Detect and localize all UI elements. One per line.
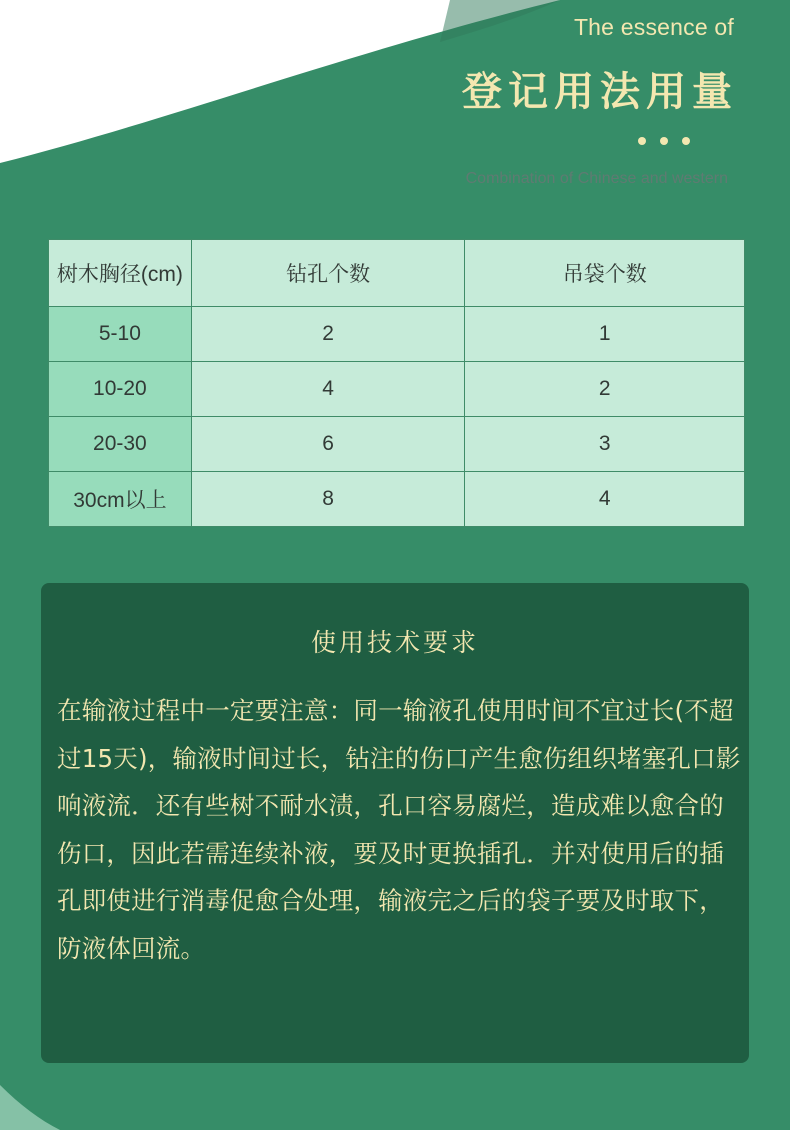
table-row bbox=[49, 417, 745, 472]
diameter-cell: 30cm以上 bbox=[49, 472, 192, 527]
table-header-row bbox=[49, 240, 745, 307]
bag-count-cell: 2 bbox=[465, 362, 745, 417]
card-title: 使用技术要求 bbox=[310, 628, 479, 657]
dot bbox=[660, 137, 668, 145]
bag-count-cell: 1 bbox=[465, 307, 745, 362]
dot bbox=[638, 137, 646, 145]
bag-count-cell: 4 bbox=[465, 472, 745, 527]
header-eyebrow: The essence of bbox=[573, 14, 734, 40]
diameter-cell: 20-30 bbox=[49, 417, 192, 472]
table-row bbox=[49, 472, 745, 527]
dot bbox=[682, 137, 690, 145]
table-row bbox=[49, 307, 745, 362]
decorative-dots bbox=[638, 137, 690, 145]
table-row bbox=[49, 362, 745, 417]
column-header-diameter: 树木胸径(cm) bbox=[49, 240, 192, 307]
drill-count-cell: 4 bbox=[191, 362, 465, 417]
diameter-cell: 10-20 bbox=[49, 362, 192, 417]
card-body-text: 在输液过程中一定要注意：同一输液孔使用时间不宜过长(不超过15天)，输液时间过长，钻注的伤口产生愈伤组织堵塞孔口影响液流．还有些树不耐水渍，孔口容易腐烂，造成难以愈合的伤口，因此若需连续补液，要及时更换插孔．并对使用后的插孔即使进行消毒促愈合处理，输液完之后的袋子要及时取下，防液体回流。 bbox=[57, 696, 741, 963]
page-title: 登记用法用量 bbox=[462, 69, 738, 115]
column-header-drill-count: 钻孔个数 bbox=[191, 240, 465, 307]
dosage-table bbox=[48, 239, 745, 527]
diameter-cell: 5-10 bbox=[49, 307, 192, 362]
header-subtitle: Combination of Chinese and western bbox=[465, 170, 728, 187]
drill-count-cell: 8 bbox=[191, 472, 465, 527]
drill-count-cell: 6 bbox=[191, 417, 465, 472]
column-header-bag-count: 吊袋个数 bbox=[465, 240, 745, 307]
bag-count-cell: 3 bbox=[465, 417, 745, 472]
technical-requirements-card bbox=[41, 583, 749, 1063]
drill-count-cell: 2 bbox=[191, 307, 465, 362]
